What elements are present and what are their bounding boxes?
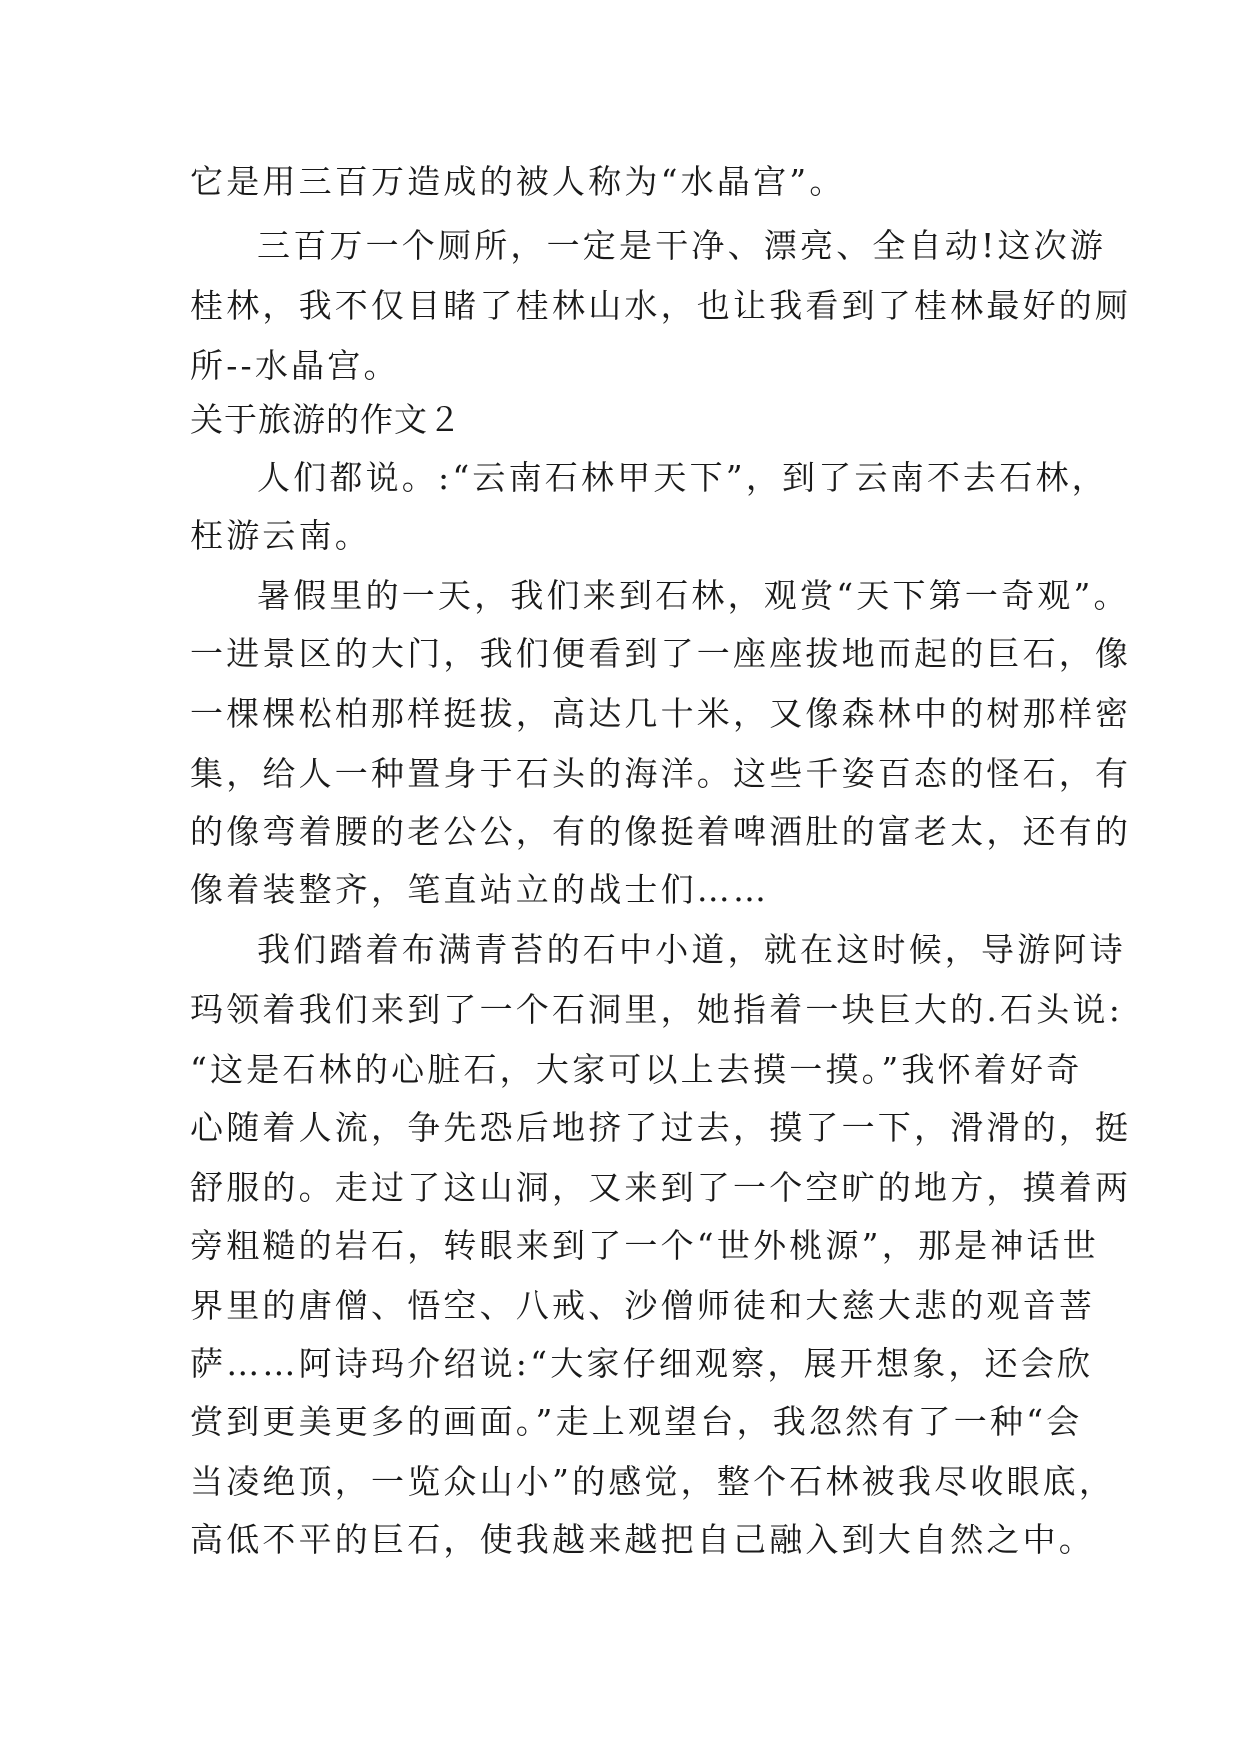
text-line: 的像弯着腰的老公公，有的像挺着啤酒肚的富老太，还有的 [190, 812, 1132, 851]
text-line: 当凌绝顶，一览众山小”的感觉，整个石林被我尽收眼底， [190, 1462, 1116, 1501]
text-line: 所--水晶宫。 [190, 346, 400, 385]
text-line: 舒服的。走过了这山洞，又来到了一个空旷的地方，摸着两 [190, 1168, 1132, 1207]
text-line: 高低不平的巨石，使我越来越把自己融入到大自然之中。 [190, 1520, 1095, 1559]
text-line: “这是石林的心脏石，大家可以上去摸一摸。”我怀着好奇 [190, 1050, 1083, 1089]
text-line: 旁粗糙的岩石，转眼来到了一个“世外桃源”，那是神话世 [190, 1226, 1099, 1265]
text-line: 赏到更美更多的画面。”走上观望台，我忽然有了一种“会 [190, 1402, 1083, 1441]
text-line: 三百万一个厕所，一定是干净、漂亮、全自动!这次游 [257, 226, 1107, 265]
text-line: 一棵棵松柏那样挺拔，高达几十米，又像森林中的树那样密 [190, 694, 1132, 733]
section-heading: 关于旅游的作文２ [190, 400, 462, 439]
text-line: 界里的唐僧、悟空、八戒、沙僧师徒和大慈大悲的观音菩 [190, 1286, 1095, 1325]
text-line: 它是用三百万造成的被人称为“水晶宫”。 [190, 162, 846, 201]
text-line: 桂林，我不仅目睹了桂林山水，也让我看到了桂林最好的厕 [190, 286, 1132, 325]
text-line: 枉游云南。 [190, 516, 371, 555]
text-line: 心随着人流，争先恐后地挤了过去，摸了一下，滑滑的，挺 [190, 1108, 1132, 1147]
text-line: 人们都说。:“云南石林甲天下”，到了云南不去石林， [257, 458, 1108, 497]
text-line: 萨……阿诗玛介绍说:“大家仔细观察，展开想象，还会欣 [190, 1344, 1094, 1383]
text-line: 我们踏着布满青苔的石中小道，就在这时候，导游阿诗 [257, 930, 1126, 969]
text-line: 像着装整齐，笔直站立的战士们…… [190, 870, 770, 909]
text-line: 集，给人一种置身于石头的海洋。这些千姿百态的怪石，有 [190, 754, 1132, 793]
text-line: 一进景区的大门，我们便看到了一座座拔地而起的巨石，像 [190, 634, 1132, 673]
text-line: 暑假里的一天，我们来到石林，观赏“天下第一奇观”。 [257, 576, 1130, 615]
text-line: 玛领着我们来到了一个石洞里，她指着一块巨大的.石头说: [190, 990, 1124, 1029]
